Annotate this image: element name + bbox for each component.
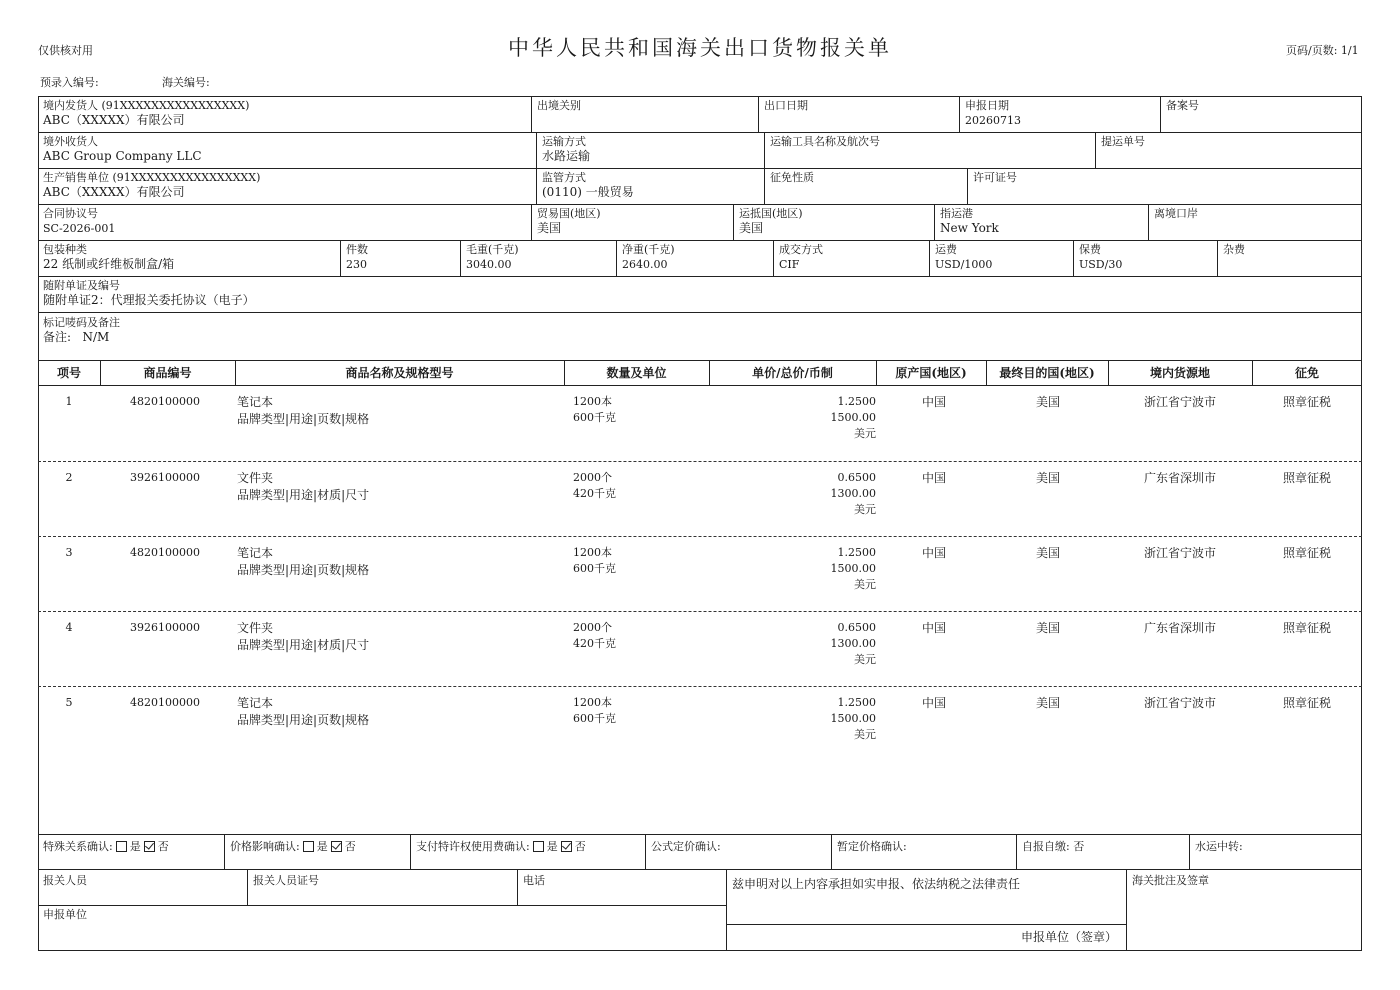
col-header-origin: 原产国(地区) xyxy=(895,366,967,380)
goods-source: 广东省深圳市 xyxy=(1143,471,1216,485)
goods-name: 文件夹 xyxy=(237,621,274,635)
goods-destination: 美国 xyxy=(1035,696,1060,710)
col-header-dest: 最终目的国(地区) xyxy=(999,366,1095,380)
goods-code: 4820100000 xyxy=(130,546,200,559)
formula-price-label: 公式定价确认: xyxy=(651,840,721,853)
exemption-label: 征免性质 xyxy=(770,171,814,184)
goods-qty-secondary: 600千克 xyxy=(573,562,616,575)
goods-qty-primary: 1200本 xyxy=(573,395,612,408)
goods-name: 笔记本 xyxy=(237,546,274,560)
declaring-unit-sign: 申报单位（签章） xyxy=(1021,930,1118,944)
marks-value: 备注: N/M xyxy=(43,330,110,344)
goods-item-no: 3 xyxy=(65,546,73,559)
goods-total-price: 1500.00 xyxy=(830,712,876,725)
port-label: 指运港 xyxy=(940,207,973,220)
price-no-checkbox[interactable] xyxy=(331,841,342,852)
goods-source: 浙江省宁波市 xyxy=(1143,696,1216,710)
goods-qty-primary: 2000个 xyxy=(573,471,612,484)
price-no-label: 否 xyxy=(344,840,356,853)
goods-code: 4820100000 xyxy=(130,696,200,709)
goods-qty-secondary: 420千克 xyxy=(573,487,616,500)
producer-label: 生产销售单位 (91XXXXXXXXXXXXXXXX) xyxy=(43,171,261,184)
goods-code: 3926100000 xyxy=(130,621,200,634)
net-value: 2640.00 xyxy=(622,258,668,271)
goods-source: 广东省深圳市 xyxy=(1143,621,1216,635)
goods-source: 浙江省宁波市 xyxy=(1143,395,1216,409)
shipper-value: ABC（XXXXX）有限公司 xyxy=(43,113,185,127)
supervision-value: (0110) 一般贸易 xyxy=(542,185,634,199)
price-impact-confirm xyxy=(230,840,356,853)
goods-levy: 照章征税 xyxy=(1282,395,1331,409)
goods-destination: 美国 xyxy=(1035,395,1060,409)
customs-no-label: 海关编号: xyxy=(162,76,210,89)
license-label: 许可证号 xyxy=(973,171,1017,184)
goods-source: 浙江省宁波市 xyxy=(1143,546,1216,560)
royalty-yes-label: 是 xyxy=(546,840,558,853)
pre-entry-label: 预录入编号: xyxy=(40,76,99,89)
goods-qty-primary: 2000个 xyxy=(573,621,612,634)
terms-value: CIF xyxy=(779,258,800,271)
docs-value: 随附单证2：代理报关委托协议（电子） xyxy=(43,293,255,307)
goods-unit-price: 1.2500 xyxy=(837,696,876,709)
goods-unit-price: 1.2500 xyxy=(837,395,876,408)
goods-qty-secondary: 420千克 xyxy=(573,637,616,650)
terms-label: 成交方式 xyxy=(779,243,823,256)
col-header-code: 商品编号 xyxy=(143,366,192,380)
col-header-price: 单价/总价/币制 xyxy=(752,366,833,380)
port-value: New York xyxy=(940,221,999,235)
special-no-label: 否 xyxy=(157,840,169,853)
goods-levy: 照章征税 xyxy=(1282,696,1331,710)
export-date-label: 出口日期 xyxy=(764,99,808,112)
goods-currency: 美元 xyxy=(854,653,876,666)
declare-date-value: 20260713 xyxy=(965,114,1021,127)
goods-total-price: 1300.00 xyxy=(830,637,876,650)
goods-code: 4820100000 xyxy=(130,395,200,408)
package-label: 包装种类 xyxy=(43,243,87,256)
legal-statement: 兹申明对以上内容承担如实申报、依法纳税之法律责任 xyxy=(732,877,1021,891)
contract-value: SC-2026-001 xyxy=(43,222,116,235)
watermark-note: 仅供核对用 xyxy=(38,44,93,57)
royalty-no-checkbox[interactable] xyxy=(561,841,572,852)
freight-value: USD/1000 xyxy=(935,258,993,271)
special-yes-checkbox[interactable] xyxy=(116,841,127,852)
freight-label: 运费 xyxy=(935,243,957,256)
gross-value: 3040.00 xyxy=(466,258,512,271)
goods-code: 3926100000 xyxy=(130,471,200,484)
goods-unit-price: 0.6500 xyxy=(837,621,876,634)
goods-destination: 美国 xyxy=(1035,471,1060,485)
goods-qty-primary: 1200本 xyxy=(573,696,612,709)
goods-currency: 美元 xyxy=(854,503,876,516)
goods-levy: 照章征税 xyxy=(1282,621,1331,635)
goods-currency: 美元 xyxy=(854,427,876,440)
royalty-confirm xyxy=(416,840,586,853)
self-pay-label: 自报自缴: 否 xyxy=(1022,840,1085,853)
col-header-qty: 数量及单位 xyxy=(606,366,667,380)
goods-spec: 品牌类型|用途|页数|规格 xyxy=(237,563,370,577)
consignee-label: 境外收货人 xyxy=(43,135,98,148)
contract-label: 合同协议号 xyxy=(43,207,98,220)
goods-origin: 中国 xyxy=(921,696,946,710)
col-header-source: 境内货源地 xyxy=(1149,366,1210,380)
goods-item-no: 5 xyxy=(65,696,73,709)
misc-label: 杂费 xyxy=(1223,243,1245,256)
col-header-item-no: 项号 xyxy=(56,366,81,380)
goods-total-price: 1300.00 xyxy=(830,487,876,500)
goods-unit-price: 0.6500 xyxy=(837,471,876,484)
goods-spec: 品牌类型|用途|材质|尺寸 xyxy=(237,638,370,652)
goods-origin: 中国 xyxy=(921,546,946,560)
docs-label: 随附单证及编号 xyxy=(43,279,120,292)
goods-item-no: 1 xyxy=(65,395,73,408)
net-label: 净重(千克) xyxy=(622,243,675,256)
col-header-name: 商品名称及规格型号 xyxy=(345,366,454,380)
goods-levy: 照章征税 xyxy=(1282,471,1331,485)
goods-total-price: 1500.00 xyxy=(830,411,876,424)
goods-total-price: 1500.00 xyxy=(830,562,876,575)
insurance-label: 保费 xyxy=(1079,243,1101,256)
royalty-no-label: 否 xyxy=(574,840,586,853)
goods-name: 笔记本 xyxy=(237,696,274,710)
marks-label: 标记唛码及备注 xyxy=(43,316,120,329)
producer-value: ABC（XXXXX）有限公司 xyxy=(43,185,185,199)
goods-origin: 中国 xyxy=(921,471,946,485)
goods-origin: 中国 xyxy=(921,395,946,409)
consignee-value: ABC Group Company LLC xyxy=(43,149,202,163)
declarant-label: 报关人员 xyxy=(43,874,87,887)
special-relation-label: 特殊关系确认: xyxy=(43,840,113,853)
phone-label: 电话 xyxy=(523,874,545,887)
page-title: 中华人民共和国海关出口货物报关单 xyxy=(508,36,892,60)
insurance-value: USD/30 xyxy=(1079,258,1123,271)
price-yes-label: 是 xyxy=(316,840,328,853)
provisional-price-label: 暂定价格确认: xyxy=(837,840,907,853)
goods-spec: 品牌类型|用途|材质|尺寸 xyxy=(237,488,370,502)
goods-unit-price: 1.2500 xyxy=(837,546,876,559)
customs-approval-label: 海关批注及签章 xyxy=(1132,874,1209,887)
special-relation-confirm xyxy=(43,840,169,853)
goods-qty-secondary: 600千克 xyxy=(573,712,616,725)
goods-name: 笔记本 xyxy=(237,395,274,409)
declarant-cert-label: 报关人员证号 xyxy=(253,874,319,887)
goods-spec: 品牌类型|用途|页数|规格 xyxy=(237,412,370,426)
royalty-yes-checkbox[interactable] xyxy=(533,841,544,852)
exit-port-label: 离境口岸 xyxy=(1154,207,1198,220)
gross-label: 毛重(千克) xyxy=(466,243,519,256)
price-impact-label: 价格影响确认: xyxy=(230,840,300,853)
transport-mode-label: 运输方式 xyxy=(542,135,586,148)
goods-levy: 照章征税 xyxy=(1282,546,1331,560)
goods-item-no: 4 xyxy=(65,621,73,634)
declaring-unit-label: 申报单位 xyxy=(43,908,87,921)
water-transit-label: 水运中转: xyxy=(1195,840,1243,853)
record-no-label: 备案号 xyxy=(1166,99,1199,112)
bl-label: 提运单号 xyxy=(1101,135,1145,148)
supervision-label: 监管方式 xyxy=(542,171,586,184)
dest-country-label: 运抵国(地区) xyxy=(739,207,803,220)
transport-mode-value: 水路运输 xyxy=(542,149,591,163)
trade-country-value: 美国 xyxy=(537,221,562,235)
exit-customs-label: 出境关别 xyxy=(537,99,581,112)
form-frame xyxy=(38,96,1362,951)
page-info: 页码/页数: 1/1 xyxy=(1286,44,1359,57)
pieces-value: 230 xyxy=(346,258,367,271)
declare-date-label: 申报日期 xyxy=(965,99,1009,112)
goods-qty-secondary: 600千克 xyxy=(573,411,616,424)
special-yes-label: 是 xyxy=(129,840,141,853)
price-yes-checkbox[interactable] xyxy=(303,841,314,852)
goods-destination: 美国 xyxy=(1035,621,1060,635)
goods-currency: 美元 xyxy=(854,728,876,741)
goods-qty-primary: 1200本 xyxy=(573,546,612,559)
pieces-label: 件数 xyxy=(346,243,368,256)
special-no-checkbox[interactable] xyxy=(144,841,155,852)
goods-name: 文件夹 xyxy=(237,471,274,485)
goods-item-no: 2 xyxy=(65,471,73,484)
shipper-label: 境内发货人 (91XXXXXXXXXXXXXXXX) xyxy=(43,99,250,112)
col-header-levy: 征免 xyxy=(1294,366,1319,380)
goods-destination: 美国 xyxy=(1035,546,1060,560)
goods-currency: 美元 xyxy=(854,578,876,591)
dest-country-value: 美国 xyxy=(739,221,764,235)
royalty-label: 支付特许权使用费确认: xyxy=(416,840,530,853)
goods-spec: 品牌类型|用途|页数|规格 xyxy=(237,713,370,727)
vessel-label: 运输工具名称及航次号 xyxy=(770,135,880,148)
goods-origin: 中国 xyxy=(921,621,946,635)
package-value: 22 纸制或纤维板制盒/箱 xyxy=(43,257,175,271)
trade-country-label: 贸易国(地区) xyxy=(537,207,601,220)
